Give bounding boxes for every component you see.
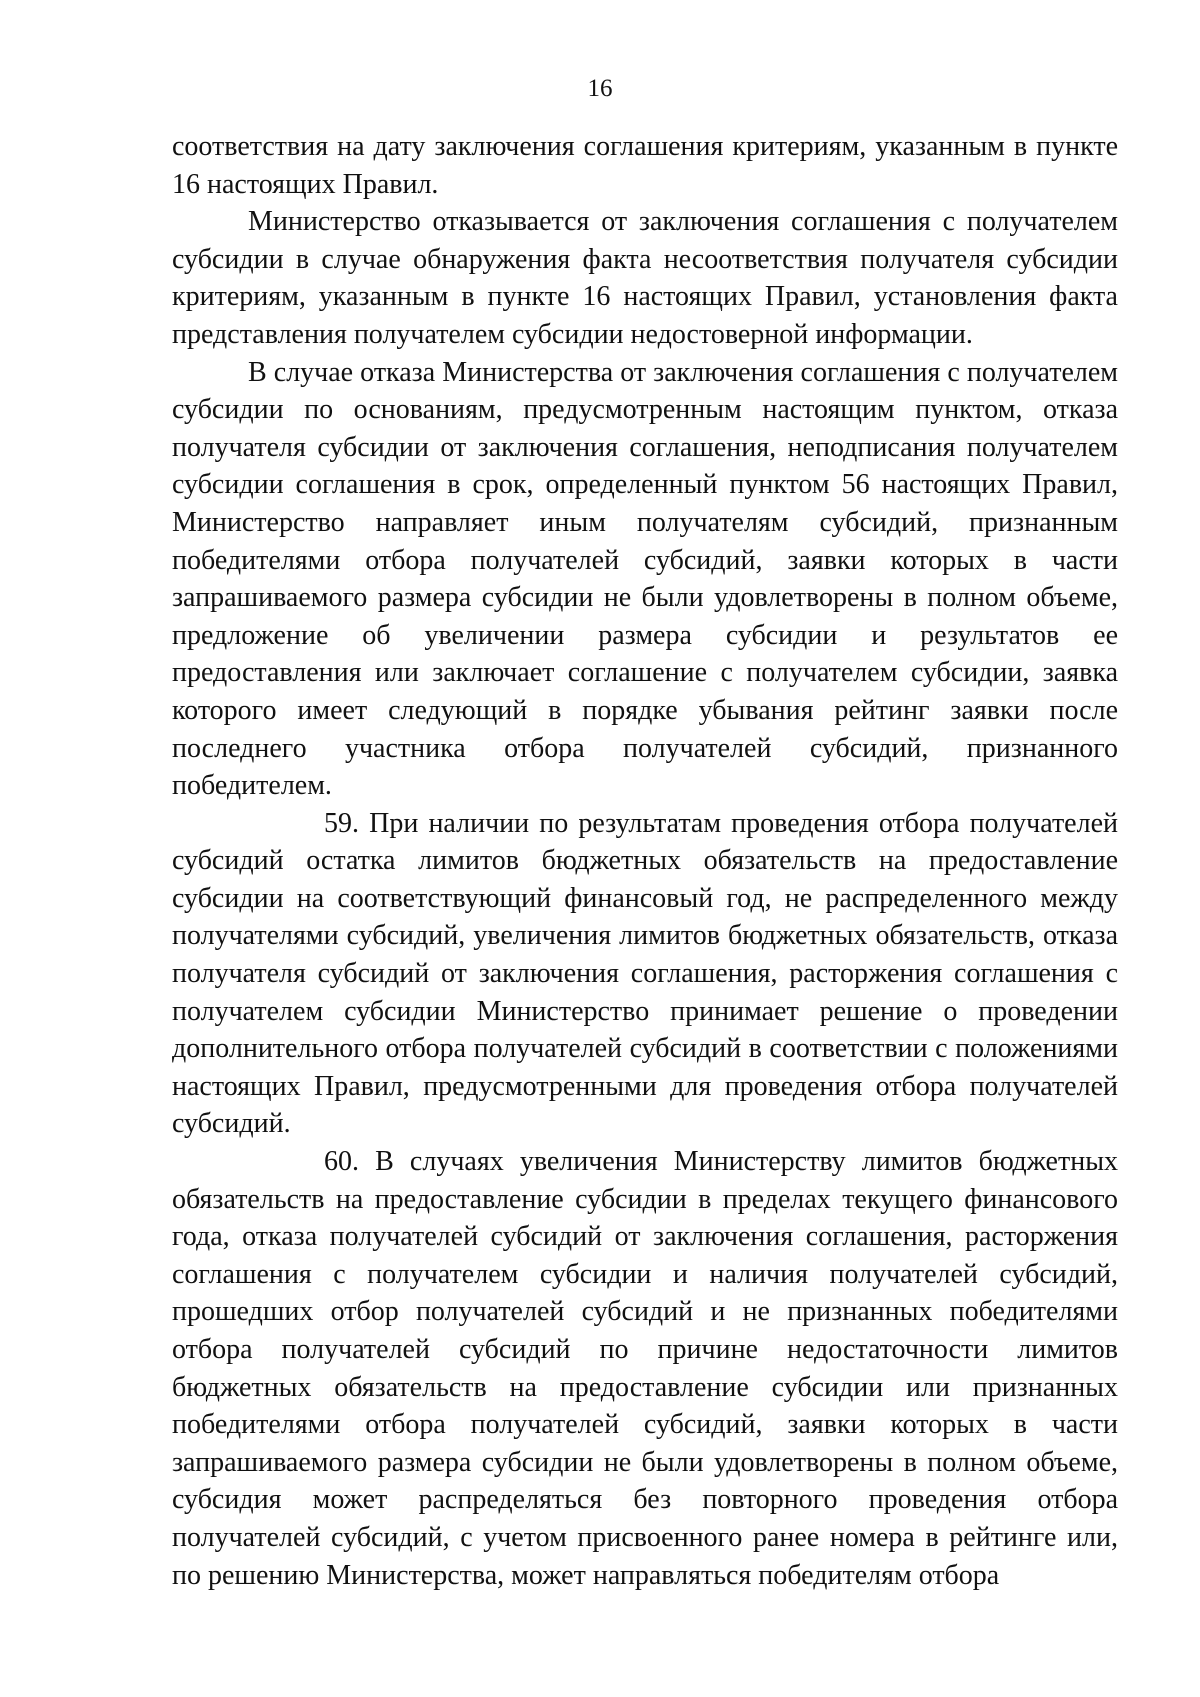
paragraph-continuation [172,128,1118,203]
paragraph-text: В случаях увеличения Министерству лимитов бюджетных обязательств на предоставление субсидии в пределах текущего финансового года, отказа получателей субсидий от заключения соглашения, расторжения соглашения с получателем субсидии и наличия получателей субсидий, прошедших отбор получателей субсидий и не признанных победителями отбора получателей субсидий по причине недостаточности лимитов бюджетных обязательств на предоставление субсидии или признанных победителями отбора получателей субсидий, заявки которых в части запрашиваемого размера субсидии не были удовлетворены в полном объеме, субсидия может распределяться без повторного проведения отбора получателей субсидий, с учетом присвоенного ранее номера в рейтинге или, по решению Министерства, может направляться победителям отбора [172,1146,1119,1591]
document-body [172,128,1118,1594]
paragraph-59 [172,805,1118,1143]
paragraph-number: 60. [324,1146,359,1178]
paragraph-number: 59. [324,807,359,839]
paragraph-refusal-case [172,354,1118,805]
paragraph-text: Министерство отказывается от заключения соглашения с получателем субсидии в случае обнаружения факта несоответствия получателя субсидии критериям, указанным в пункте 16 настоящих Правил, установления факта представления получателем субсидии недостоверной информации. [172,206,1118,350]
paragraph-60 [172,1143,1118,1594]
paragraph-text: При наличии по результатам проведения отбора получателей субсидий остатка лимитов бюджетных обязательств на предоставление субсидии на соответствующий финансовый год, не распределенного между получателями субсидий, увеличения лимитов бюджетных обязательств, отказа получателя субсидий от заключения соглашения, расторжения соглашения с получателем субсидии Министерство принимает решение о проведении дополнительного отбора получателей субсидий в соответствии с положениями настоящих Правил, предусмотренными для проведения отбора получателей субсидий. [172,807,1118,1140]
paragraph-text: соответствия на дату заключения соглашения критериям, указанным в пункте 16 настоящих Правил. [172,131,1118,200]
page-number: 16 [587,75,613,102]
paragraph-text: В случае отказа Министерства от заключения соглашения с получателем субсидии по основаниям, предусмотренным настоящим пунктом, отказа получателя субсидии от заключения соглашения, неподписания получателем субсидии соглашения в срок, определенный пунктом 56 настоящих Правил, Министерство направляет иным получателям субсидий, признанным победителями отбора получателей субсидий, заявки которых в части запрашиваемого размера субсидии не были удовлетворены в полном объеме, предложение об увеличении размера субсидии и результатов ее предоставления или заключает соглашение с получателем субсидии, заявка которого имеет следующий в порядке убывания рейтинг заявки после последнего участника отбора получателей субсидий, признанного победителем. [172,356,1118,802]
paragraph-refusal [172,203,1118,353]
